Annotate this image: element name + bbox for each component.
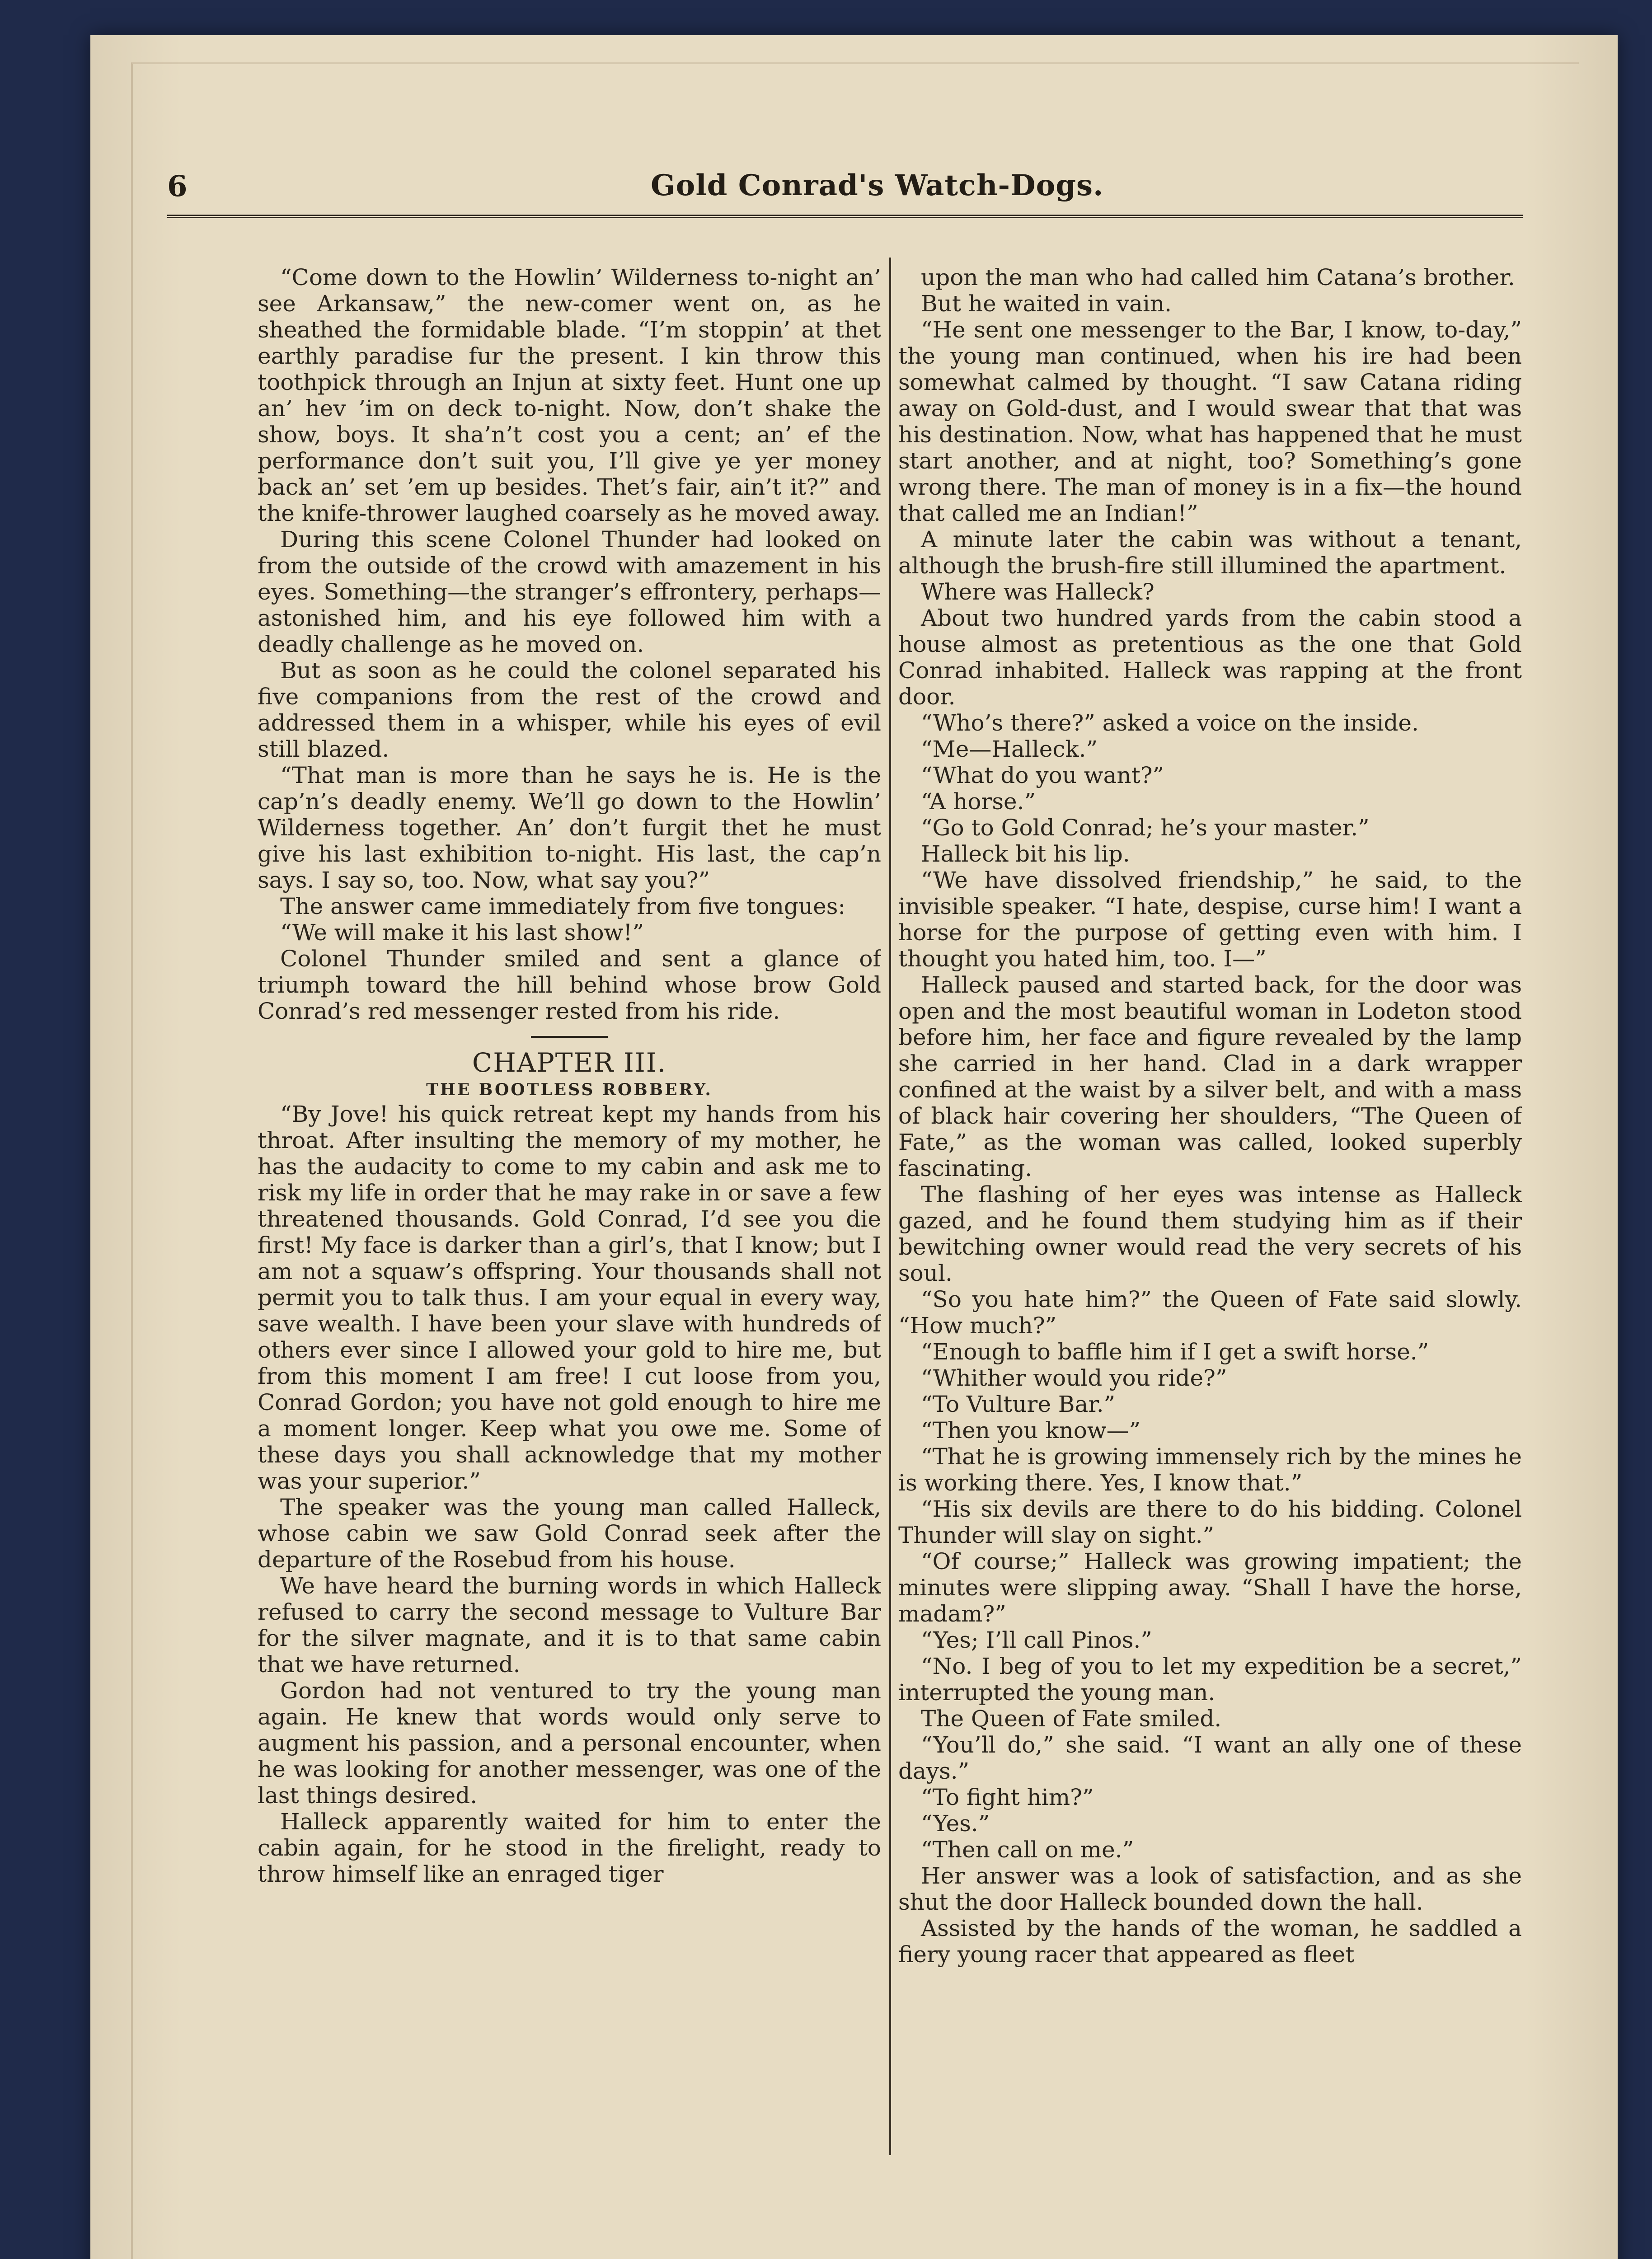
paragraph: Gordon had not ventured to try the young man again. He knew that words would only serve to augment his passion, and a personal encounter, when he was looking for another messenger, was one of the last things desired.	[258, 1678, 881, 1809]
chapter-title: CHAPTER III.	[472, 1047, 667, 1078]
paragraph: “Yes.”	[921, 1810, 990, 1837]
paragraph: “Then you know—”	[921, 1417, 1141, 1444]
paragraph: “That man is more than he says he is. He is the cap’n’s deadly enemy. We’ll go down to the Howlin’ Wilderness together. An’ don’t furgit thet he must give his last exhibition to-night. His last, the cap’n says. I say so, too. Now, what say you?”	[258, 762, 881, 893]
paragraph: About two hundred yards from the cabin stood a house almost as pretentious as the one that Gold Conrad inhabited. Halleck was rapping at the front door.	[898, 605, 1522, 710]
paragraph: “That he is growing immensely rich by the mines he is working there. Yes, I know that.”	[898, 1444, 1522, 1496]
paragraph: “By Jove! his quick retreat kept my hands from his throat. After insulting the memory of my mother, he has the audacity to come to my cabin and ask me to risk my life in order that he may rake in or save a few threatened thousands. Gold Conrad, I’d see you die first! My face is darker than a girl’s, that I know; but I am not a squaw’s offspring. Your thousands shall not permit you to talk thus. I am your equal in every way, save wealth. I have been your slave with hundreds of others ever since I allowed your gold to hire me, but from this moment I am free! I cut loose from you, Conrad Gordon; you have not gold enough to hire me a moment longer. Keep what you owe me. Some of these days you shall acknowledge that my mother was your superior.”	[258, 1101, 881, 1494]
paragraph: “Enough to baffle him if I get a swift horse.”	[921, 1339, 1429, 1365]
paragraph: Assisted by the hands of the woman, he saddled a fiery young racer that appeared as fleet	[898, 1915, 1522, 1968]
paragraph: Where was Halleck?	[921, 579, 1155, 605]
chapter-subtitle: THE BOOTLESS ROBBERY.	[426, 1080, 713, 1099]
paragraph: “To Vulture Bar.”	[921, 1391, 1116, 1417]
paragraph: “Yes; I’ll call Pinos.”	[921, 1627, 1152, 1653]
page-header	[167, 156, 1523, 218]
left-column	[258, 264, 881, 2117]
paragraph: “Go to Gold Conrad; he’s your master.”	[921, 815, 1370, 841]
paragraph: “Me—Halleck.”	[921, 736, 1098, 762]
paragraph: “Then call on me.”	[921, 1837, 1134, 1863]
paragraph: Halleck apparently waited for him to enter the cabin again, for he stood in the firelight, ready to throw himself like an enraged tiger	[258, 1809, 881, 1887]
left-paragraphs-after	[258, 1101, 881, 1887]
paragraph: Colonel Thunder smiled and sent a glance of triumph toward the hill behind whose brow Gold Conrad’s red messenger rested from his ride.	[258, 946, 881, 1024]
paragraph: “He sent one messenger to the Bar, I know, to-day,” the young man continued, when his ire had been somewhat calmed by thought. “I saw Catana riding away on Gold-dust, and I would swear that that was his destination. Now, what has happened that he must start another, and at night, too? Something’s gone wrong there. The man of money is in a fix—the hound that called me an Indian!”	[898, 317, 1522, 526]
paragraph: The Queen of Fate smiled.	[921, 1706, 1222, 1732]
paragraph: During this scene Colonel Thunder had looked on from the outside of the crowd with amazement in his eyes. Something—the stranger’s effrontery, perhaps—astonished him, and his eye followed him with a deadly challenge as he moved on.	[258, 526, 881, 657]
paragraph: “We will make it his last show!”	[280, 919, 644, 946]
paragraph: Her answer was a look of satisfaction, and as she shut the door Halleck bounded down the hall.	[898, 1863, 1522, 1915]
paragraph: “To fight him?”	[921, 1784, 1094, 1810]
paragraph: “You’ll do,” she said. “I want an ally one of these days.”	[898, 1732, 1522, 1784]
paragraph: The speaker was the young man called Halleck, whose cabin we saw Gold Conrad seek after the departure of the Rosebud from his house.	[258, 1494, 881, 1573]
paragraph: We have heard the burning words in which Halleck refused to carry the second message to Vulture Bar for the silver magnate, and it is to that same cabin that we have returned.	[258, 1573, 881, 1678]
paragraph: “What do you want?”	[921, 762, 1164, 788]
section-divider	[531, 1036, 608, 1038]
right-column	[898, 264, 1522, 2117]
paragraph: But he waited in vain.	[921, 291, 1172, 317]
left-paragraphs-before	[258, 264, 881, 1024]
paragraph: The flashing of her eyes was intense as Halleck gazed, and he found them studying him as if their bewitching owner would read the very secrets of his soul.	[898, 1181, 1522, 1286]
paragraph: “No. I beg of you to let my expedition be a secret,” interrupted the young man.	[898, 1653, 1522, 1706]
paragraph: “Come down to the Howlin’ Wilderness to-night an’ see Arkansaw,” the new-comer went on, as he sheathed the formidable blade. “I’m stoppin’ at thet earthly paradise fur the present. I kin throw this toothpick through an Injun at sixty feet. Hunt one up an’ hev ’im on deck to-night. Now, don’t shake the show, boys. It sha’n’t cost you a cent; an’ ef the performance don’t suit you, I’ll give ye yer money back an’ set ’em up besides. Thet’s fair, ain’t it?” and the knife-thrower laughed coarsely as he moved away.	[258, 264, 881, 526]
paragraph: “Whither would you ride?”	[921, 1365, 1227, 1391]
running-title: Gold Conrad's Watch-Dogs.	[651, 169, 1104, 202]
column-divider	[889, 258, 891, 2155]
paragraph: “Who’s there?” asked a voice on the inside.	[921, 710, 1419, 736]
paragraph: Halleck paused and started back, for the door was open and the most beautiful woman in Lodeton stood before him, her face and figure revealed by the lamp she carried in her hand. Clad in a dark wrapper confined at the waist by a silver belt, and with a mass of black hair covering her shoulders, “The Queen of Fate,” as the woman was called, looked superbly fascinating.	[898, 972, 1522, 1181]
paragraph: upon the man who had called him Catana’s brother.	[921, 264, 1515, 291]
paragraph: “A horse.”	[921, 788, 1036, 815]
page-number: 6	[167, 169, 188, 203]
paragraph: A minute later the cabin was without a tenant, although the brush-fire still illumined the apartment.	[898, 526, 1522, 579]
paragraph: “Of course;” Halleck was growing impatient; the minutes were slipping away. “Shall I have the horse, madam?”	[898, 1548, 1522, 1627]
right-paragraphs	[898, 264, 1522, 1968]
paragraph: “We have dissolved friendship,” he said, to the invisible speaker. “I hate, despise, curse him! I want a horse for the purpose of getting even with him. I thought you hated him, too. I—”	[898, 867, 1522, 972]
paragraph: “So you hate him?” the Queen of Fate said slowly. “How much?”	[898, 1286, 1522, 1339]
paragraph: “His six devils are there to do his bidding. Colonel Thunder will slay on sight.”	[898, 1496, 1522, 1548]
paragraph: But as soon as he could the colonel separated his five companions from the rest of the crowd and addressed them in a whisper, while his eyes of evil still blazed.	[258, 657, 881, 762]
paragraph: The answer came immediately from five tongues:	[280, 893, 846, 919]
paragraph: Halleck bit his lip.	[921, 841, 1130, 867]
